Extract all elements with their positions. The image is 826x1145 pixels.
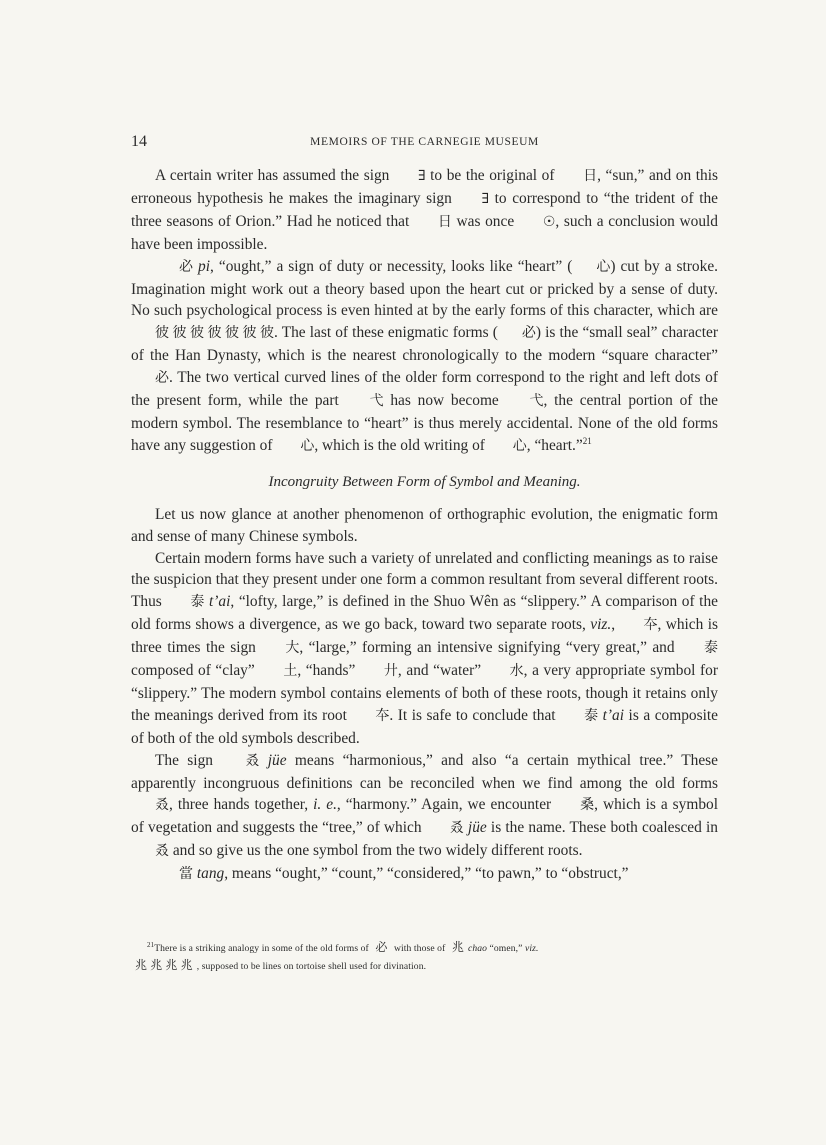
symbol-root: 夲 [375, 708, 390, 724]
symbol-tai: 泰 [190, 595, 205, 611]
paragraph-sun-sign [131, 165, 718, 256]
symbol-clay: 土 [283, 664, 298, 680]
abbreviation: viz. [524, 943, 539, 954]
text-run: The sign [155, 751, 222, 769]
text-run: , “heart.” [526, 436, 583, 454]
footnote-reference[interactable]: 21 [582, 435, 592, 446]
text-run: is a composite of both of the old symbols described. [131, 706, 718, 747]
symbol-small-seal: 必 [521, 326, 536, 342]
symbol-hands: 廾 [383, 664, 398, 680]
romanization: jüe [267, 751, 287, 769]
text-run: with those of [391, 943, 448, 954]
symbol-early-forms: 彼 彼 彼 彼 彼 彼 彼 [155, 326, 274, 342]
symbol-large: 大 [285, 641, 300, 657]
section-heading: Incongruity Between Form of Symbol and Meaning. [268, 473, 581, 490]
paragraph-intro: Let us now glance at another phenomenon of orthographic evolution, the enigmatic form and sense of many Chinese symbols. [131, 505, 718, 545]
symbol-old-heart: 心 [300, 438, 315, 454]
text-run: and so give us the one symbol from the two widely different roots. [169, 842, 583, 860]
symbol-slippery: 泰 [704, 641, 719, 657]
text-run: has now become [383, 392, 506, 410]
text-run: , which is a symbol of vegetation and suggests the “tree,” of which [131, 796, 718, 837]
page-header [131, 133, 718, 153]
symbol-circle-sun: ☉ [542, 214, 556, 230]
symbol-part-new: 弋 [529, 394, 544, 410]
symbol-jue: 叒 [245, 753, 260, 769]
symbol-pi: 必 [179, 259, 193, 275]
symbol-fn-pi: 必 [375, 940, 388, 954]
text-run: to correspond to “the trident of the three seasons of Orion.” Had he noticed that [131, 189, 719, 230]
text-run: “omen,” [487, 943, 525, 954]
text-run: , “ought,” a sign of duty or necessity, looks like “heart” ( [210, 257, 573, 275]
text-run: , three hands together, [169, 796, 314, 814]
symbol-tang: 當 [179, 867, 193, 883]
symbol-three-hands: 叒 [155, 798, 169, 814]
running-head: MEMOIRS OF THE CARNEGIE MUSEUM [310, 136, 539, 148]
text-run: There is a striking analogy in some of the old forms of [154, 943, 372, 954]
text-run: , a very appropriate symbol for “slippery.” The modern symbol contains elements of both of these roots, though it retains only the meanings derived from its root [131, 662, 718, 724]
symbol-heart: 心 [596, 259, 611, 275]
text-run: means “harmonious,” and also “a certain mythical tree.” These apparently incongruous definitions can be reconciled when we find among the old forms [131, 751, 718, 792]
symbol-vegetation: 桑 [580, 798, 595, 814]
symbol-coalesced: 叒 [155, 844, 169, 860]
footnote-line [131, 939, 718, 957]
text-run: A certain writer has assumed the sign [155, 167, 394, 184]
text-run: Certain modern forms have such a variety of unrelated and conflicting meanings as to raise the suspicion that they present under one form a common resultant from several different roots. Thus [131, 549, 718, 611]
text-run: . It is safe to conclude that [389, 706, 561, 724]
text-run: , which is the old writing of [314, 436, 489, 454]
paragraph-pi [131, 256, 718, 458]
text-run: , “harmony.” Again, we encounter [336, 796, 557, 814]
romanization: tang [196, 865, 225, 883]
symbol-sun-orig: ∃ [417, 169, 426, 184]
romanization: chao [467, 943, 488, 954]
page-number: 14 [131, 133, 147, 150]
paragraph-tang [131, 863, 718, 886]
text-run: composed of “clay” [131, 662, 260, 680]
symbol-imaginary: ∃ [481, 191, 490, 207]
text-run: was once [451, 212, 519, 230]
body-text [131, 165, 718, 886]
text-run: to be the original of [425, 167, 560, 184]
paragraph-jue [131, 750, 718, 864]
text-run: . The two vertical curved lines of the older form correspond to the right and left dots of the present form, while the part [131, 369, 718, 410]
symbol-square-char: 必 [155, 371, 169, 387]
abbreviation: i. e. [313, 796, 337, 814]
text-run: , “sun,” and on this erroneous hypothesis he makes the imaginary sign [131, 167, 718, 207]
romanization: jüe [467, 819, 487, 837]
symbol-jue-2: 叒 [449, 821, 464, 837]
symbol-sun: 日 [583, 169, 598, 184]
symbol-heart-2: 心 [512, 438, 527, 454]
text-run: , means “ought,” “count,” “considered,” “to pawn,” to “obstruct,” [224, 865, 629, 883]
text-run: . The last of these enigmatic forms ( [274, 324, 498, 342]
text-run: , “large,” forming an intensive signifying “very great,” and [299, 639, 681, 657]
text-run: ) is the “small seal” character of the Han Dynasty, which is the nearest chronologically to the modern “square character” [131, 324, 719, 365]
text-run: , which is three times the sign [131, 616, 719, 657]
text-run: is the name. These both coalesced in [486, 819, 718, 837]
text-run: , “hands” [297, 662, 360, 680]
text-run: , the central portion of the modern symbol. The resemblance to “heart” is thus merely accidental. None of the old forms have any suggestion of [131, 392, 718, 454]
romanization: pi [198, 257, 210, 275]
text-run: , [611, 616, 620, 634]
abbreviation: viz. [590, 616, 612, 634]
footnote-mark: 21 [147, 940, 155, 949]
text-run: ) cut by a stroke. Imagination might work out a theory based upon the heart cut or pricked by a sense of duty. No such psychological process is even hinted at by the early forms of this character, which are [131, 257, 718, 320]
symbol-part-old: 弋 [369, 394, 384, 410]
romanization: t’ai [209, 593, 231, 611]
paragraph-tai [131, 548, 718, 750]
romanization: t’ai [602, 706, 625, 724]
text-run [259, 752, 267, 769]
text-run: , “lofty, large,” is defined in the Shuo Wên as “slippery.” A comparison of the old forms shows a divergence, as we go back, toward two separate roots, [131, 593, 718, 634]
text-run: , and “water” [397, 662, 486, 680]
symbol-triple-large: 夲 [643, 618, 658, 634]
text-run: , such a conclusion would have been impossible. [131, 212, 718, 253]
text-run: , supposed to be lines on tortoise shell used for divination. [196, 961, 427, 972]
symbol-sun-var: 日 [437, 214, 452, 230]
symbol-water: 水 [509, 664, 524, 680]
footnote-line [131, 957, 718, 975]
symbol-fn-chao: 兆 [451, 940, 464, 954]
symbol-fn-forms: 兆 兆 兆 兆 [135, 958, 193, 972]
footnote [131, 939, 718, 975]
symbol-tai-2: 泰 [584, 708, 599, 724]
